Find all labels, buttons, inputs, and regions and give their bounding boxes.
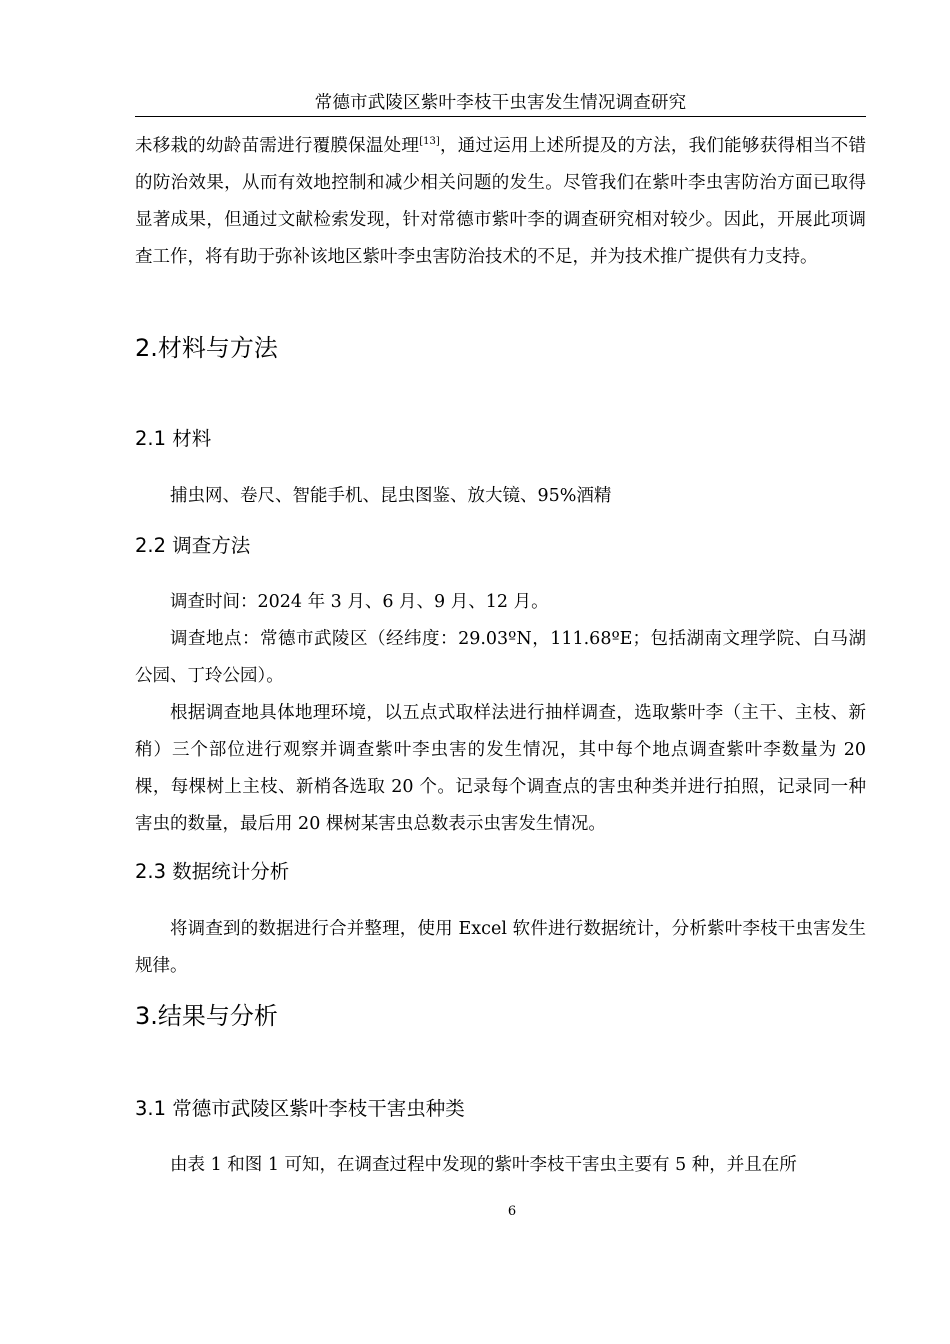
section-2-1-heading: 2.1 材料	[135, 427, 212, 450]
citation-13: [13]	[419, 136, 440, 147]
section-3-heading: 3.结果与分析	[135, 1002, 278, 1030]
section-2-heading: 2.材料与方法	[135, 334, 278, 362]
header-rule	[135, 116, 866, 117]
survey-location: 调查地点：常德市武陵区（经纬度：29.03ºN，111.68ºE；包括湖南文理学院、白马湖公园、丁玲公园）。	[135, 629, 866, 686]
section-2-3-heading: 2.3 数据统计分析	[135, 860, 290, 883]
data-analysis-text: 将调查到的数据进行合并整理，使用 Excel 软件进行数据统计，分析紫叶李枝干虫害发生规律。	[135, 919, 866, 976]
intro-text-before-citation: 未移栽的幼龄苗需进行覆膜保温处理	[135, 136, 420, 156]
section-3-1-text: 由表 1 和图 1 可知，在调查过程中发现的紫叶李枝干害虫主要有 5 种，并且在所	[170, 1155, 797, 1175]
running-header: 常德市武陵区紫叶李枝干虫害发生情况调查研究	[314, 93, 687, 113]
section-3-1-heading: 3.1 常德市武陵区紫叶李枝干害虫种类	[135, 1097, 465, 1120]
materials-list: 捕虫网、卷尺、智能手机、昆虫图鉴、放大镜、95%酒精	[170, 486, 612, 506]
survey-method: 根据调查地具体地理环境，以五点式取样法进行抽样调查，选取紫叶李（主干、主枝、新稍）三个部位进行观察并调查紫叶李虫害的发生情况，其中每个地点调查紫叶李数量为 20 棵，每棵树上主枝、新梢各选取 20 个。记录每个调查点的害虫种类并进行拍照，记录同一种害虫的数量，最后用 20 棵树某害虫总数表示虫害发生情况。	[135, 703, 866, 834]
intro-text-after-citation: ，通过运用上述所提及的方法，我们能够获得相当不错的防治效果，从而有效地控制和减少相关问题的发生。尽管我们在紫叶李虫害防治方面已取得显著成果，但通过文献检索发现，针对常德市紫叶李的调查研究相对较少。因此，开展此项调查工作，将有助于弥补该地区紫叶李虫害防治技术的不足，并为技术推广提供有力支持。	[135, 136, 866, 267]
survey-time: 调查时间：2024 年 3 月、6 月、9 月、12 月。	[170, 592, 549, 612]
page-number: 6	[507, 1204, 517, 1219]
section-2-2-heading: 2.2 调查方法	[135, 534, 251, 557]
intro-paragraph	[135, 128, 866, 276]
